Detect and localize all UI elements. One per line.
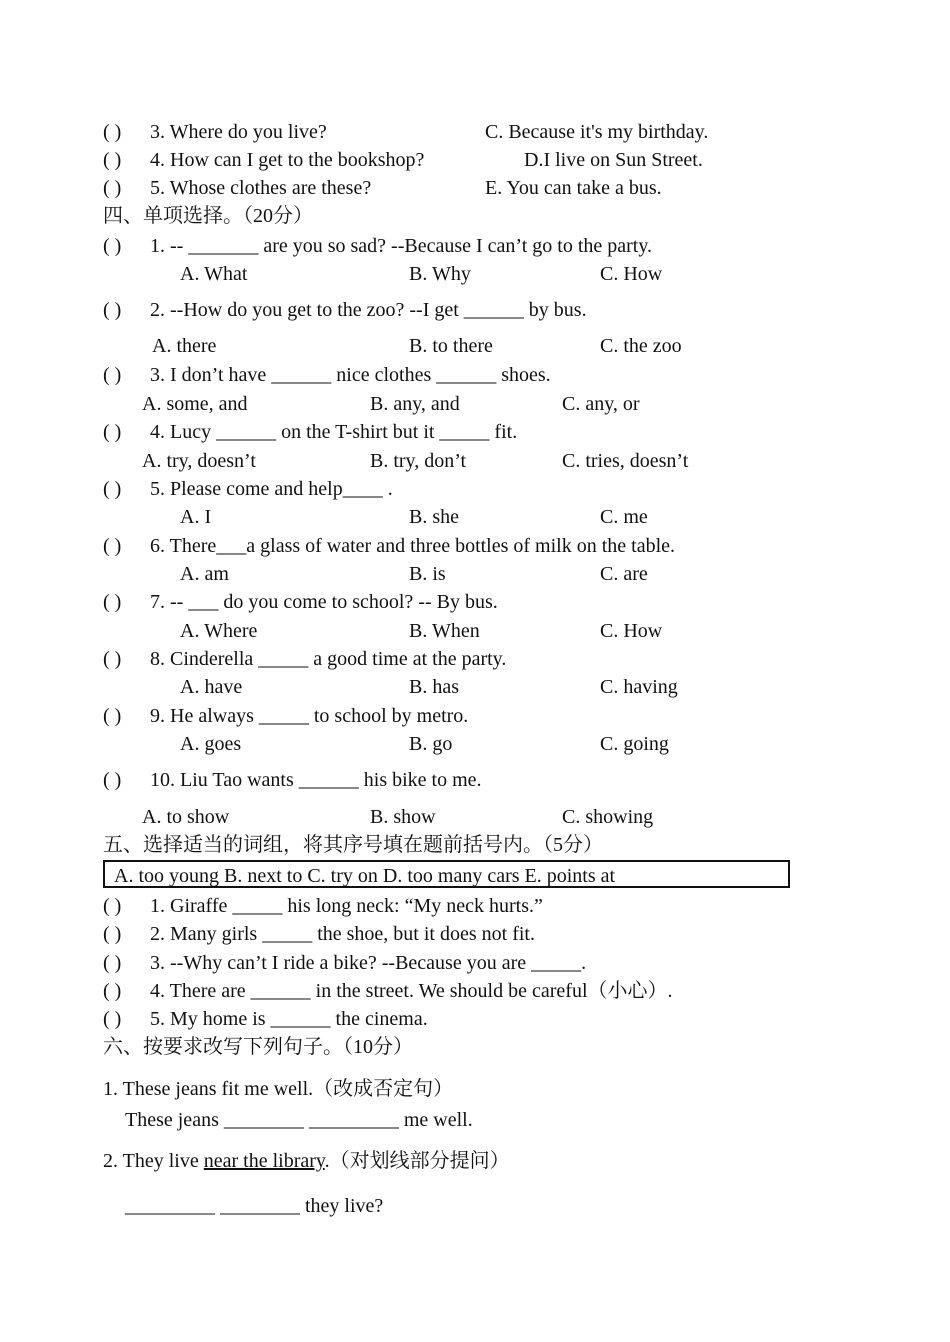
question-text: 4. Lucy ______ on the T-shirt but it _____ fit.: [150, 421, 518, 443]
paren-blank: ( ): [103, 952, 122, 974]
option-a: A. goes: [180, 733, 242, 755]
question-text: 10. Liu Tao wants ______ his bike to me.: [150, 769, 482, 791]
option-a: A. there: [152, 335, 217, 357]
paren-blank: ( ): [103, 478, 122, 500]
paren-blank: ( ): [103, 1008, 122, 1030]
paren-blank: ( ): [103, 299, 122, 321]
paren-blank: ( ): [103, 364, 122, 386]
rewrite-answer-line: These jeans ________ _________ me well.: [125, 1109, 473, 1131]
paren-blank: ( ): [103, 769, 122, 791]
question-text: 4. How can I get to the bookshop?: [150, 149, 425, 171]
paren-blank: ( ): [103, 421, 122, 443]
question-text: 6. There___a glass of water and three bottles of milk on the table.: [150, 535, 676, 557]
option-b: B. Why: [409, 263, 471, 285]
option-c: C. How: [600, 263, 663, 285]
answer-option: D.I live on Sun Street.: [524, 149, 703, 171]
option-c: C. tries, doesn’t: [562, 450, 689, 472]
option-b: B. to there: [409, 335, 493, 357]
option-b: B. is: [409, 563, 446, 585]
paren-blank: ( ): [103, 923, 122, 945]
question-suffix: .（对划线部分提问）: [324, 1150, 510, 1172]
question-text: 8. Cinderella _____ a good time at the party.: [150, 648, 507, 670]
question-text: 1. -- _______ are you so sad? --Because I can’t go to the party.: [150, 235, 653, 257]
paren-blank: ( ): [103, 121, 122, 143]
option-c: C. are: [600, 563, 648, 585]
question-text: 3. Where do you live?: [150, 121, 327, 143]
option-b: B. she: [409, 506, 459, 528]
option-a: A. am: [180, 563, 229, 585]
paren-blank: ( ): [103, 895, 122, 917]
paren-blank: ( ): [103, 235, 122, 257]
option-a: A. Where: [180, 620, 258, 642]
option-b: B. When: [409, 620, 480, 642]
paren-blank: ( ): [103, 535, 122, 557]
option-c: C. going: [600, 733, 669, 755]
question-text: 1. Giraffe _____ his long neck: “My neck hurts.”: [150, 895, 543, 917]
option-a: A. try, doesn’t: [142, 450, 256, 472]
phrase-options: A. too young B. next to C. try on D. too many cars E. points at: [114, 865, 616, 887]
question-text: 5. My home is ______ the cinema.: [150, 1008, 428, 1030]
option-c: C. having: [600, 676, 678, 698]
option-c: C. me: [600, 506, 648, 528]
option-b: B. has: [409, 676, 459, 698]
question-text: 9. He always _____ to school by metro.: [150, 705, 469, 727]
option-a: A. I: [180, 506, 212, 528]
paren-blank: ( ): [103, 591, 122, 613]
option-b: B. go: [409, 733, 453, 755]
paren-blank: ( ): [103, 980, 122, 1002]
option-c: C. the zoo: [600, 335, 682, 357]
rewrite-answer-line: _________ ________ they live?: [125, 1195, 384, 1217]
question-text: 5. Whose clothes are these?: [150, 177, 372, 199]
question-text: 3. I don’t have ______ nice clothes ______ shoes.: [150, 364, 551, 386]
question-prefix: 2. They live: [103, 1150, 204, 1172]
underlined-phrase: near the library: [203, 1150, 325, 1172]
question-text: 4. There are ______ in the street. We should be careful（小心）.: [150, 980, 673, 1002]
question-text: 5. Please come and help____ .: [150, 478, 393, 500]
section-heading: 五、选择适当的词组，将其序号填在题前括号内。（5分）: [103, 834, 603, 856]
question-text: 2. Many girls _____ the shoe, but it does not fit.: [150, 923, 535, 945]
answer-option: C. Because it's my birthday.: [485, 121, 709, 143]
answer-option: E. You can take a bus.: [485, 177, 662, 199]
option-b: B. any, and: [370, 393, 460, 415]
option-c: C. showing: [562, 806, 654, 828]
option-a: A. to show: [142, 806, 230, 828]
section-heading: 六、按要求改写下列句子。（10分）: [103, 1036, 413, 1058]
question-text: 3. --Why can’t I ride a bike? --Because you are _____.: [150, 952, 587, 974]
option-c: C. any, or: [562, 393, 640, 415]
rewrite-question: [103, 1149, 510, 1173]
option-a: A. some, and: [142, 393, 248, 415]
paren-blank: ( ): [103, 177, 122, 199]
question-text: 2. --How do you get to the zoo? --I get ______ by bus.: [150, 299, 587, 321]
paren-blank: ( ): [103, 705, 122, 727]
option-b: B. try, don’t: [370, 450, 467, 472]
option-b: B. show: [370, 806, 436, 828]
paren-blank: ( ): [103, 149, 122, 171]
question-text: 7. -- ___ do you come to school? -- By bus.: [150, 591, 498, 613]
option-a: A. have: [180, 676, 243, 698]
option-c: C. How: [600, 620, 663, 642]
rewrite-question: 1. These jeans fit me well.（改成否定句）: [103, 1078, 454, 1100]
option-a: A. What: [180, 263, 248, 285]
paren-blank: ( ): [103, 648, 122, 670]
section-heading: 四、单项选择。（20分）: [103, 205, 313, 227]
